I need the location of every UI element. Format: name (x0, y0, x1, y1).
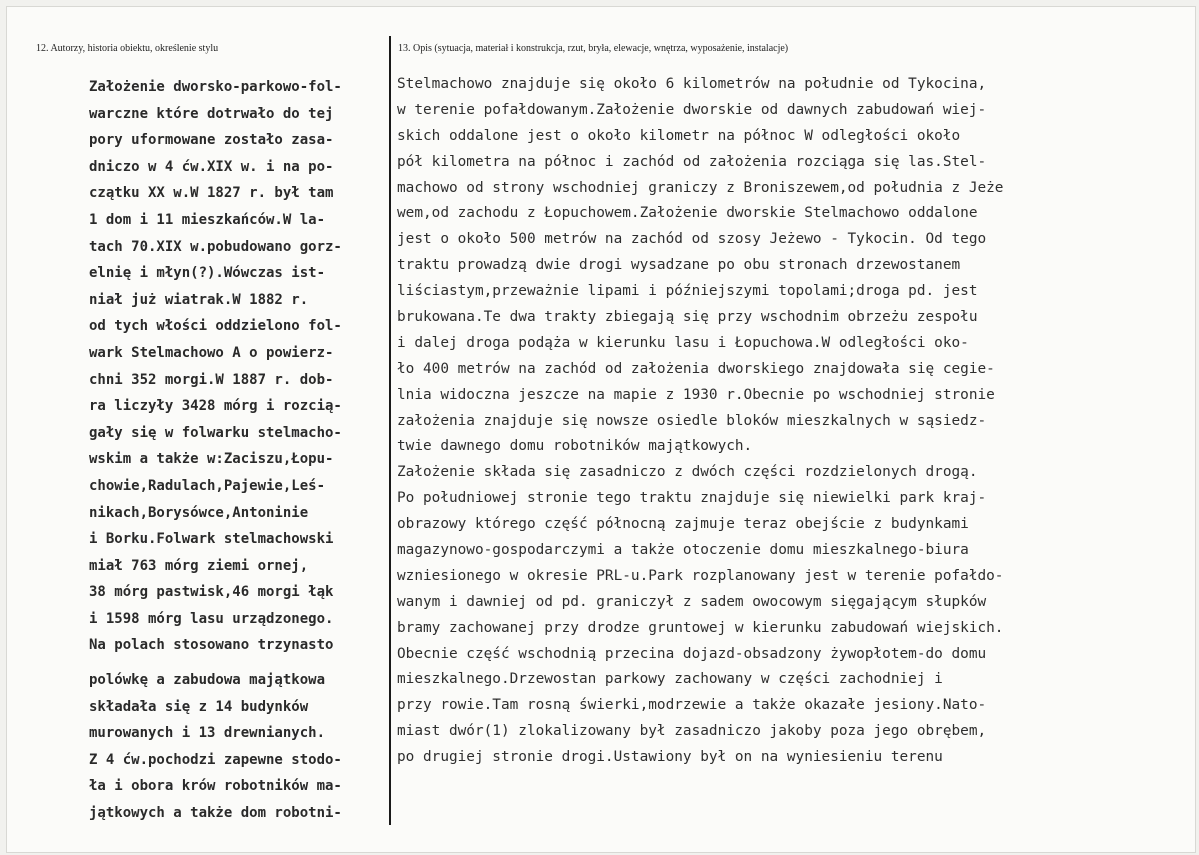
text-line: miał 763 mórg ziemi ornej, (89, 557, 309, 574)
text-line: jest o około 500 metrów na zachód od szosy Jeżewo - Tykocin. Od tego (397, 231, 987, 248)
text-line: wark Stelmachowo A o powierz- (89, 344, 334, 361)
text-line: wzniesionego w okresie PRL-u.Park rozplanowany jest w terenie pofałdo- (397, 567, 1004, 584)
text-line: liściastym,przeważnie lipami i późniejszymi topolami;droga pd. jest (397, 283, 978, 300)
text-line: i 1598 mórg lasu urządzonego. (89, 610, 334, 627)
text-line: składała się z 14 budynków (89, 698, 309, 715)
text-line: czątku XX w.W 1827 r. był tam (89, 185, 334, 202)
text-line: ła i obora krów robotników ma- (89, 778, 342, 795)
text-line: założenia znajduje się nowsze osiedle bloków mieszkalnych w sąsiedz- (397, 412, 987, 429)
text-line: od tych włości oddzielono fol- (89, 318, 342, 335)
text-line: i dalej droga podąża w kierunku lasu i Łopuchowa.W odległości oko- (397, 334, 969, 351)
text-line: pory uformowane zostało zasa- (89, 132, 334, 149)
text-line: obrazowy którego część północną zajmuje teraz obejście z budynkami (397, 516, 969, 533)
text-line: ło 400 metrów na zachód od założenia dworskiego znajdowała się cegie- (397, 360, 995, 377)
text-line: murowanych i 13 drewnianych. (89, 725, 326, 742)
text-line: mieszkalnego.Drzewostan parkowy zachowany w części zachodniej i (397, 671, 943, 688)
text-line: przy rowie.Tam rosną świerki,modrzewie a także okazałe jesiony.Nato- (397, 697, 987, 714)
text-line: magazynowo-gospodarczymi a także otoczenie domu mieszkalnego-biura (397, 542, 969, 559)
text-line: elnię i młyn(?).Wówczas ist- (89, 265, 326, 282)
text-line: Założenie składa się zasadniczo z dwóch części rozdzielonych drogą. (397, 464, 978, 481)
text-line: miast dwór(1) zlokalizowany był zasadniczo jakoby poza jego obrębem, (397, 723, 987, 740)
text-line: skich oddalone jest o około kilometr na północ W odległości około (397, 127, 961, 144)
text-line: Obecnie część wschodnią przecina dojazd-obsadzony żywopłotem-do domu (397, 645, 987, 662)
text-line: Założenie dworsko-parkowo-fol- (89, 79, 342, 95)
text-line: w terenie pofałdowanym.Założenie dworskie od dawnych zabudowań wiej- (397, 101, 987, 118)
text-line: traktu prowadzą dwie drogi wysadzane po obu stronach drzewostanem (397, 257, 961, 274)
text-line: po drugiej stronie drogi.Ustawiony był on na wyniesieniu terenu (397, 749, 943, 766)
text-line: jątkowych a także dom robotni- (89, 805, 342, 822)
text-line: 1 dom i 11 mieszkańców.W la- (89, 211, 326, 228)
history-text-column (89, 74, 385, 827)
text-line: brukowana.Te dwa trakty zbiegają się przy wschodnim obrzeżu zespołu (397, 309, 978, 326)
section-13-header: 13. Opis (sytuacja, materiał i konstrukcja, rzut, bryła, elewacje, wnętrza, wyposażenie, instalacje) (398, 43, 789, 54)
text-line: chni 352 morgi.W 1887 r. dob- (89, 371, 334, 388)
text-line: Stelmachowo znajduje się około 6 kilometrów na południe od Tykocina, (397, 76, 987, 92)
text-line: niał już wiatrak.W 1882 r. (89, 291, 309, 308)
text-line: 38 mórg pastwisk,46 morgi łąk (89, 584, 334, 601)
text-line: machowo od strony wschodniej graniczy z Broniszewem,od południa z Jeże (397, 179, 1004, 196)
section-12-header: 12. Autorzy, historia obiektu, określenie stylu (36, 43, 219, 54)
text-line: Po południowej stronie tego traktu znajduje się niewielki park kraj- (397, 490, 987, 507)
text-line: Na polach stosowano trzynasto (89, 637, 334, 654)
text-line: twie dawnego domu robotników majątkowych. (397, 438, 753, 455)
description-text-column (397, 72, 1177, 771)
text-line: polówkę a zabudowa majątkowa (89, 672, 326, 689)
text-line: lnia widoczna jeszcze na mapie z 1930 r.Obecnie po wschodniej stronie (397, 386, 995, 403)
text-line: wem,od zachodu z Łopuchowem.Założenie dworskie Stelmachowo oddalone (397, 205, 978, 222)
text-line: dniczo w 4 ćw.XIX w. i na po- (89, 158, 334, 175)
text-line: bramy zachowanej przy drodze gruntowej w kierunku zabudowań wiejskich. (397, 619, 1004, 636)
text-line: chowie,Radulach,Pajewie,Leś- (89, 477, 326, 494)
text-line: tach 70.XIX w.pobudowano gorz- (89, 238, 342, 255)
text-line: pół kilometra na północ i zachód od założenia rozciąga się las.Stel- (397, 153, 987, 170)
text-line: wanym i dawniej od pd. graniczył z sadem owocowym sięgającym słupków (397, 593, 987, 610)
text-line: wskim a także w:Zaciszu,Łopu- (89, 451, 334, 468)
text-line: warczne które dotrwało do tej (89, 105, 334, 122)
text-line: ra liczyły 3428 mórg i rozcią- (89, 398, 342, 415)
text-line: i Borku.Folwark stelmachowski (89, 531, 334, 548)
text-line: nikach,Borysówce,Antoninie (89, 504, 309, 521)
column-divider (389, 36, 391, 825)
text-line: gały się w folwarku stelmacho- (89, 424, 342, 441)
text-line: Z 4 ćw.pochodzi zapewne stodo- (89, 751, 342, 768)
